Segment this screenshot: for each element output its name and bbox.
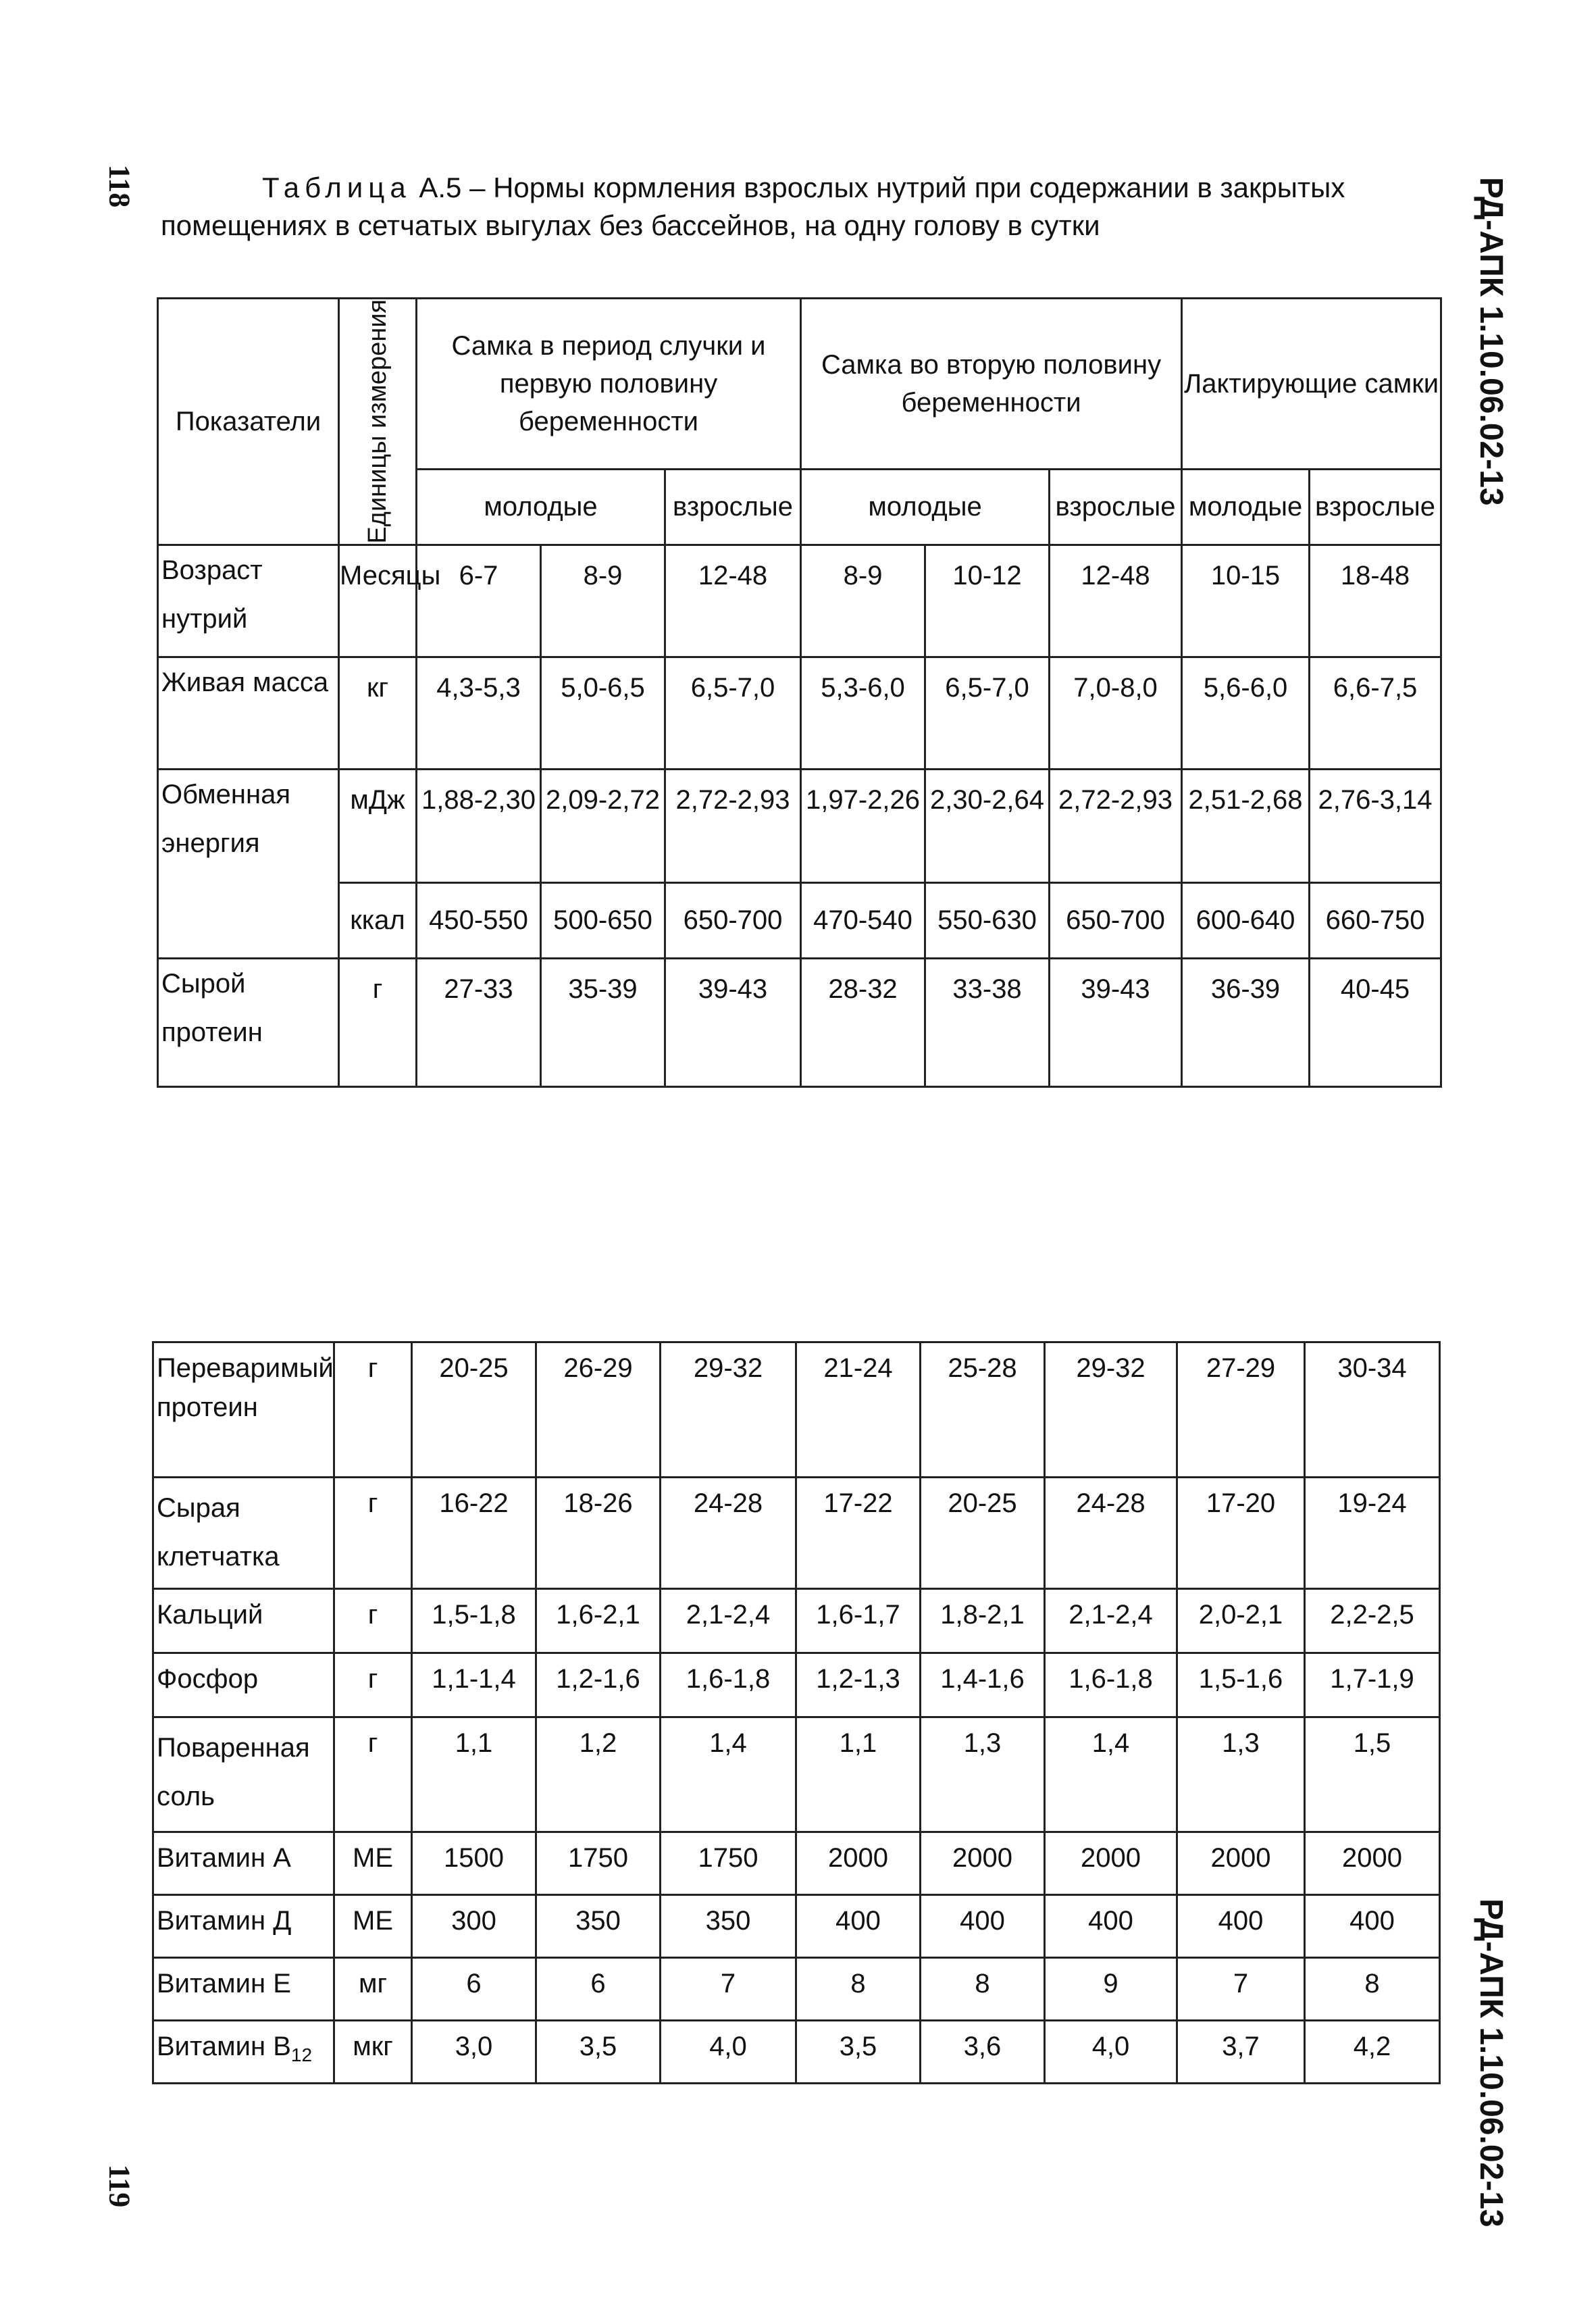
table-cell: 2000 [1045,1832,1177,1895]
table-cell: 1,6-2,1 [536,1589,661,1653]
row-unit: г [334,1653,412,1717]
table-cell: 21-24 [796,1342,921,1478]
row-label: Витамин А [153,1832,334,1895]
table-row [158,958,1441,1086]
table-cell: 400 [796,1895,921,1958]
table-cell: 1,3 [921,1717,1045,1832]
row-unit: г [334,1342,412,1478]
table-cell: 2000 [1177,1832,1305,1895]
table-cell: 2000 [921,1832,1045,1895]
table-cell: 1500 [412,1832,536,1895]
table-cell: 3,7 [1177,2021,1305,2084]
table-cell: 3,5 [796,2021,921,2084]
table-cell: 10-12 [925,545,1050,657]
table-cell: 6,5-7,0 [925,657,1050,769]
table-cell: 8 [1305,1958,1440,2021]
table-cell: 35-39 [541,958,665,1086]
table-cell: 7 [1177,1958,1305,2021]
table-cell: 500-650 [541,882,665,958]
table-cell: 450-550 [417,882,541,958]
table-cell: 6,6-7,5 [1310,657,1441,769]
table-cell: 2,30-2,64 [925,769,1050,882]
table-cell: 1,3 [1177,1717,1305,1832]
row-unit: г [339,958,417,1086]
row-label: Переваримый протеин [153,1342,334,1478]
table-cell: 20-25 [921,1478,1045,1589]
table-cell: 8-9 [801,545,925,657]
row-unit: Месяцы [339,545,417,657]
row-label-subscript: 12 [290,2044,313,2065]
caption-text: А.5 – Нормы кормления взрослых нутрий при содержании в закрытых помещениях в сетчатых выгулах без бассейнов, на одну голову в сутки [161,172,1345,241]
table-row [158,545,1441,657]
table-cell: 17-20 [1177,1478,1305,1589]
row-label: Обменная энергия [158,769,339,958]
table-cell: 20-25 [412,1342,536,1478]
table-cell: 1,4 [661,1717,796,1832]
table-cell: 24-28 [661,1478,796,1589]
table-cell: 650-700 [665,882,801,958]
table-cell: 1,5 [1305,1717,1440,1832]
document-code-top: РД-АПК 1.10.06.02-13 [1473,177,1509,506]
table-cell: 1,5-1,6 [1177,1653,1305,1717]
table-cell: 1,1-1,4 [412,1653,536,1717]
table-cell: 2000 [796,1832,921,1895]
table-cell: 400 [1305,1895,1440,1958]
row-label-text: Витамин В [157,2032,291,2061]
table-cell: 4,2 [1305,2021,1440,2084]
table-cell: 3,6 [921,2021,1045,2084]
page-number-bottom: 119 [103,2164,136,2208]
table-row [153,1717,1440,1832]
table-cell: 2,1-2,4 [1045,1589,1177,1653]
table-cell: 5,3-6,0 [801,657,925,769]
header-indicators: Показатели [158,299,339,545]
table-cell: 1,2-1,3 [796,1653,921,1717]
table-cell: 25-28 [921,1342,1045,1478]
table-cell: 3,5 [536,2021,661,2084]
table-cell: 400 [1045,1895,1177,1958]
table-cell: 650-700 [1050,882,1182,958]
row-label: Возраст нутрий [158,545,339,657]
table-cell: 4,3-5,3 [417,657,541,769]
table-cell: 24-28 [1045,1478,1177,1589]
table-cell: 2,09-2,72 [541,769,665,882]
table-cell: 2,72-2,93 [665,769,801,882]
table-cell: 18-48 [1310,545,1441,657]
table-cell: 400 [921,1895,1045,1958]
table-cell: 1750 [661,1832,796,1895]
header-group-second-half: Самка во вторую половину беременности [801,299,1182,470]
row-unit: г [334,1478,412,1589]
table-row [153,1478,1440,1589]
header-group-lactating: Лактирующие самки [1182,299,1441,470]
caption-prefix: Таблица [262,172,411,203]
table-cell: 7 [661,1958,796,2021]
row-unit: мг [334,1958,412,2021]
table-cell: 12-48 [665,545,801,657]
table-cell: 400 [1177,1895,1305,1958]
table-cell: 1,97-2,26 [801,769,925,882]
page-number-top: 118 [103,164,136,208]
row-unit: мДж [339,769,417,882]
table-cell: 1,2 [536,1717,661,1832]
header-young: молодые [801,470,1050,545]
table-cell: 39-43 [665,958,801,1086]
table-cell: 1,6-1,8 [1045,1653,1177,1717]
table-row [153,1589,1440,1653]
table-cell: 1,1 [796,1717,921,1832]
table-cell: 19-24 [1305,1478,1440,1589]
table-cell: 660-750 [1310,882,1441,958]
table-caption [161,169,1444,245]
table-cell: 16-22 [412,1478,536,1589]
table-row [158,882,1441,958]
row-unit: МЕ [334,1895,412,1958]
row-label: Сырая клетчатка [153,1478,334,1589]
header-adult: взрослые [665,470,801,545]
table-cell: 33-38 [925,958,1050,1086]
row-unit: кг [339,657,417,769]
table-cell: 550-630 [925,882,1050,958]
row-unit: МЕ [334,1832,412,1895]
table-cell: 1,4-1,6 [921,1653,1045,1717]
table-cell: 5,0-6,5 [541,657,665,769]
table-cell: 39-43 [1050,958,1182,1086]
row-label: Кальций [153,1589,334,1653]
table-cell: 600-640 [1182,882,1310,958]
table-cell: 1,6-1,8 [661,1653,796,1717]
table-cell: 8 [921,1958,1045,2021]
table-cell: 1,1 [412,1717,536,1832]
table-cell: 40-45 [1310,958,1441,1086]
table-cell: 6 [412,1958,536,2021]
row-label: Сырой протеин [158,958,339,1086]
table-cell: 2,51-2,68 [1182,769,1310,882]
header-group-mating: Самка в период случки и первую половину беременности [417,299,801,470]
table-cell: 2,72-2,93 [1050,769,1182,882]
table-cell: 29-32 [661,1342,796,1478]
table-row [153,1895,1440,1958]
table-row [158,769,1441,882]
table-cell: 28-32 [801,958,925,1086]
table-cell: 350 [661,1895,796,1958]
table-cell: 36-39 [1182,958,1310,1086]
table-cell: 1,5-1,8 [412,1589,536,1653]
table-cell: 10-15 [1182,545,1310,657]
table-cell: 3,0 [412,2021,536,2084]
feeding-norms-table-part1 [157,297,1442,1088]
header-units-text: Единицы измерения [363,299,392,544]
row-label: Витамин Е [153,1958,334,2021]
table-cell: 4,0 [661,2021,796,2084]
table-cell: 2,1-2,4 [661,1589,796,1653]
row-label [153,2021,334,2084]
table-cell: 470-540 [801,882,925,958]
table-cell: 17-22 [796,1478,921,1589]
table-cell: 9 [1045,1958,1177,2021]
table-cell: 2,0-2,1 [1177,1589,1305,1653]
header-young: молодые [417,470,665,545]
table-cell: 1,7-1,9 [1305,1653,1440,1717]
header-young: молодые [1182,470,1310,545]
document-code-bottom: РД-АПК 1.10.06.02-13 [1473,1898,1509,2228]
table-row [153,2021,1440,2084]
table-cell: 6,5-7,0 [665,657,801,769]
row-unit: г [334,1717,412,1832]
table-cell: 2000 [1305,1832,1440,1895]
table-cell: 6-7 [417,545,541,657]
table-cell: 1,4 [1045,1717,1177,1832]
table-cell: 29-32 [1045,1342,1177,1478]
header-adult: взрослые [1310,470,1441,545]
table-row [158,657,1441,769]
row-unit: ккал [339,882,417,958]
table-cell: 12-48 [1050,545,1182,657]
row-label: Живая масса [158,657,339,769]
table-cell: 300 [412,1895,536,1958]
table-row [153,1832,1440,1895]
table-cell: 5,6-6,0 [1182,657,1310,769]
table-row [153,1958,1440,2021]
table-cell: 8 [796,1958,921,2021]
table-cell: 6 [536,1958,661,2021]
header-units [339,299,417,545]
table-row [153,1653,1440,1717]
table-cell: 1,6-1,7 [796,1589,921,1653]
table-cell: 18-26 [536,1478,661,1589]
row-unit: мкг [334,2021,412,2084]
table-cell: 27-33 [417,958,541,1086]
table-cell: 1750 [536,1832,661,1895]
feeding-norms-table-part2 [152,1341,1441,2084]
row-label: Витамин Д [153,1895,334,1958]
table-cell: 1,2-1,6 [536,1653,661,1717]
row-label: Поваренная соль [153,1717,334,1832]
row-unit: г [334,1589,412,1653]
table-cell: 350 [536,1895,661,1958]
table-cell: 30-34 [1305,1342,1440,1478]
table-cell: 26-29 [536,1342,661,1478]
table-cell: 2,76-3,14 [1310,769,1441,882]
table-row [153,1342,1440,1478]
table-cell: 1,88-2,30 [417,769,541,882]
table-cell: 8-9 [541,545,665,657]
row-label: Фосфор [153,1653,334,1717]
table-cell: 4,0 [1045,2021,1177,2084]
header-adult: взрослые [1050,470,1182,545]
table-cell: 2,2-2,5 [1305,1589,1440,1653]
table-cell: 7,0-8,0 [1050,657,1182,769]
table-cell: 27-29 [1177,1342,1305,1478]
table-cell: 1,8-2,1 [921,1589,1045,1653]
